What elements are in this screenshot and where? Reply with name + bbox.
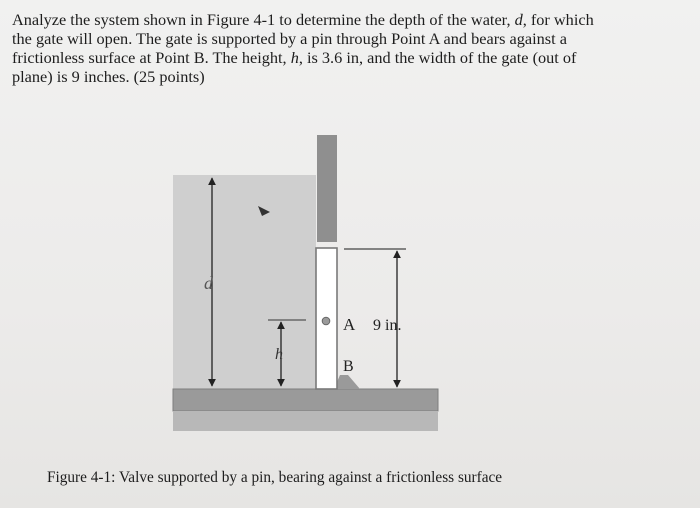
problem-line-1: Analyze the system shown in Figure 4-1 to determine the depth of the water, d, for which xyxy=(12,10,594,29)
label-b: B xyxy=(343,358,354,375)
pin-a xyxy=(322,317,330,325)
figure-caption: Figure 4-1: Valve supported by a pin, bearing against a frictionless surface xyxy=(47,469,503,486)
problem-line-2: the gate will open. The gate is supported by a pin through Point A and bears against a xyxy=(12,29,567,48)
label-9in: 9 in. xyxy=(373,317,402,334)
ground-base xyxy=(173,411,438,431)
ground-top xyxy=(173,389,438,411)
problem-line-3: frictionless surface at Point B. The height, h, is 3.6 in, and the width of the gate (out of xyxy=(12,48,577,67)
label-a: A xyxy=(343,315,356,334)
label-d: d xyxy=(204,273,213,293)
fixed-wall xyxy=(317,135,337,242)
var-h: h xyxy=(290,48,299,67)
label-h: h xyxy=(275,346,283,363)
var-d: d xyxy=(514,10,523,29)
stop-block-b xyxy=(334,375,360,389)
water-region xyxy=(173,175,316,391)
problem-line-4: plane) is 9 inches. (25 points) xyxy=(12,67,205,86)
